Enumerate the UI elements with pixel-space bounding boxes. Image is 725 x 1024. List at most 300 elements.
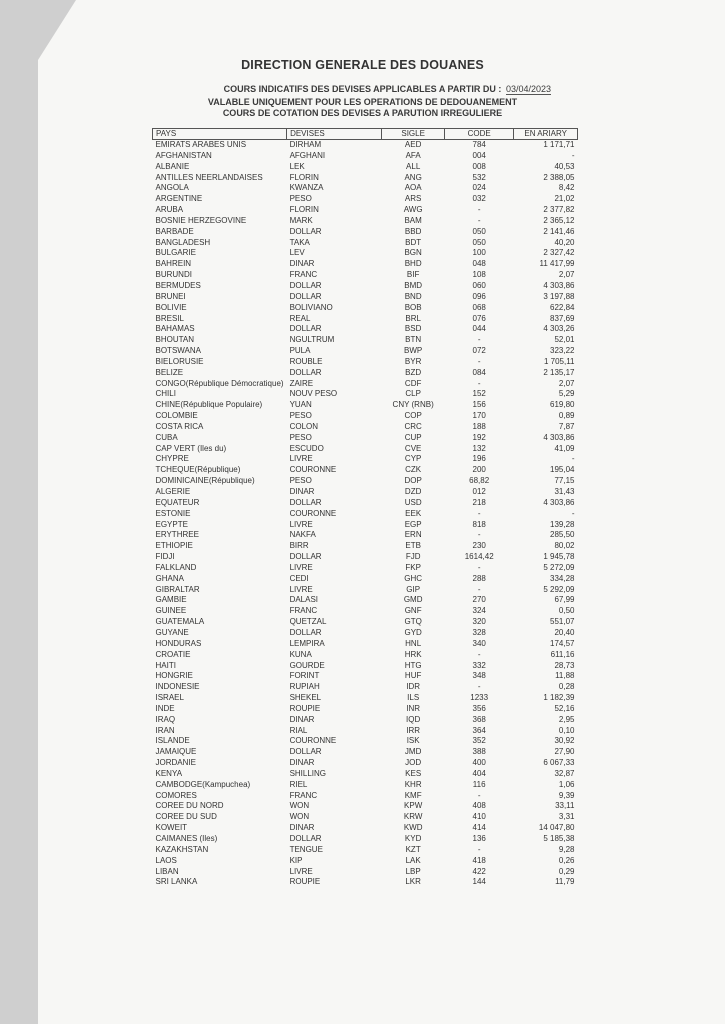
cell-code: 136	[472, 834, 486, 843]
cell-ariary: 9,39	[558, 790, 575, 800]
cell-code: 084	[472, 367, 486, 377]
cell-devise: BIRR	[289, 541, 309, 551]
cell-devise: LIVRE	[289, 584, 313, 594]
cell-sigle: BHD	[404, 259, 422, 269]
cell-pays: KOWEIT	[155, 823, 188, 833]
cell-devise: DINAR	[289, 714, 315, 724]
cell-sigle: CRC	[404, 421, 422, 431]
cell-code: 368	[472, 714, 486, 724]
cell-code: 116	[472, 779, 486, 789]
table-row	[153, 205, 578, 216]
cell-pays: BAHREIN	[155, 259, 192, 269]
cell-pays: HAITI	[155, 660, 176, 670]
cell-sigle: CZK	[405, 465, 422, 475]
table-row	[153, 476, 578, 487]
cell-devise: WON	[289, 801, 310, 811]
cell-sigle: GMD	[403, 595, 423, 605]
table-row	[153, 422, 578, 433]
cell-sigle: BGN	[404, 248, 422, 258]
cell-sigle: JMD	[404, 747, 422, 757]
cell-devise: KWANZA	[289, 183, 324, 193]
cell-ariary: 80,02	[554, 541, 575, 551]
cell-devise: LEV	[289, 248, 305, 258]
cell-ariary: 139,28	[550, 519, 575, 529]
cell-devise: MARK	[289, 215, 313, 225]
cell-ariary: 11,79	[555, 877, 575, 887]
cell-ariary: 0,10	[558, 725, 575, 735]
cell-devise: CEDI	[289, 573, 309, 583]
cell-code: -	[477, 378, 481, 388]
cell-pays: ARGENTINE	[155, 194, 203, 204]
cell-ariary: 0,26	[558, 855, 575, 865]
cell-sigle: FKP	[405, 562, 421, 572]
cell-ariary: 195,04	[550, 465, 575, 475]
cell-code: 68,82	[469, 476, 490, 486]
table-row	[153, 693, 578, 704]
cell-code: -	[477, 562, 481, 572]
cell-ariary: 33,11	[555, 801, 575, 811]
table-row	[153, 259, 578, 270]
cell-code: 108	[472, 270, 486, 280]
cell-devise: RIEL	[289, 779, 308, 789]
cell-devise: FRANC	[289, 790, 318, 800]
cell-devise: PESO	[289, 194, 312, 204]
cell-code: 332	[472, 660, 486, 670]
cell-code: 356	[472, 703, 486, 713]
cell-pays: KENYA	[155, 768, 183, 778]
table-row	[153, 758, 578, 769]
cell-pays: BANGLADESH	[155, 237, 211, 247]
table-row	[153, 162, 578, 173]
table-row	[153, 823, 578, 834]
cell-ariary: 67,99	[554, 595, 575, 605]
table-row	[153, 400, 578, 411]
cell-code: 328	[472, 627, 486, 637]
cell-devise: PESO	[289, 476, 312, 486]
document-title: DIRECTION GENERALE DES DOUANES	[241, 58, 484, 72]
table-row	[153, 281, 578, 292]
cell-pays: JORDANIE	[155, 758, 196, 768]
cell-sigle: ANG	[404, 172, 422, 182]
cell-code: 068	[472, 302, 486, 312]
cell-pays: COMORES	[155, 790, 197, 800]
table-row	[153, 487, 578, 498]
cell-ariary: 5 185,38	[543, 834, 575, 843]
cell-sigle: LAK	[405, 855, 421, 865]
cell-sigle: BTN	[405, 335, 422, 345]
cell-devise: LIVRE	[289, 519, 313, 529]
cell-devise: ROUPIE	[289, 877, 321, 887]
cell-sigle: IDR	[406, 682, 421, 692]
cell-ariary: 2 388,05	[543, 172, 575, 182]
cell-sigle: JOD	[405, 758, 422, 768]
cell-sigle: ISK	[406, 736, 420, 746]
cell-pays: CHYPRE	[155, 454, 189, 464]
cell-ariary: -	[571, 508, 575, 518]
cell-code: 032	[472, 194, 486, 204]
cell-devise: COURONNE	[289, 508, 337, 518]
cell-code: 050	[472, 237, 486, 247]
cell-devise: ESCUDO	[289, 443, 324, 453]
cell-code: 152	[472, 389, 486, 399]
subtitle-rates: COURS INDICATIFS DES DEVISES APPLICABLES A PARTIR DU :	[223, 84, 502, 94]
cell-ariary: 4 303,26	[543, 324, 575, 334]
cell-ariary: 4 303,86	[543, 497, 575, 507]
cell-sigle: ARS	[404, 194, 422, 204]
cell-pays: ALGERIE	[155, 487, 191, 496]
cell-ariary: -	[571, 454, 575, 464]
column-header-devises: DEVISES	[287, 129, 382, 140]
table-row	[153, 736, 578, 747]
cell-code: 1614,42	[464, 552, 494, 562]
column-header-pays: PAYS	[153, 129, 287, 140]
cell-pays: INDE	[155, 703, 175, 713]
cell-ariary: 1 171,71	[543, 140, 575, 149]
cell-sigle: USD	[404, 497, 422, 507]
cell-code: 818	[472, 519, 486, 529]
cell-ariary: 2,07	[558, 270, 575, 280]
cell-pays: ANGOLA	[155, 183, 189, 193]
cell-code: 288	[472, 573, 486, 583]
cell-pays: GUATEMALA	[155, 617, 205, 627]
cell-pays: INDONESIE	[155, 682, 200, 692]
cell-ariary: 619,80	[550, 400, 575, 410]
exchange-rate-table	[152, 128, 578, 888]
table-row	[153, 801, 578, 812]
cell-code: 044	[472, 324, 486, 334]
cell-ariary: 52,16	[554, 703, 575, 713]
table-row	[153, 433, 578, 444]
cell-sigle: GNF	[404, 606, 422, 616]
cell-code: 096	[472, 291, 486, 301]
cell-pays: JAMAIQUE	[155, 747, 197, 757]
table-row	[153, 661, 578, 672]
cell-sigle: CYP	[404, 454, 422, 464]
cell-sigle: LKR	[405, 877, 421, 887]
cell-ariary: 2 365,12	[543, 215, 575, 225]
cell-devise: COURONNE	[289, 736, 337, 746]
cell-code: -	[477, 215, 481, 225]
cell-ariary: 8,42	[558, 183, 575, 193]
cell-pays: HONGRIE	[155, 671, 193, 681]
table-row	[153, 791, 578, 802]
table-row	[153, 151, 578, 162]
cell-pays: GIBRALTAR	[155, 584, 200, 594]
cell-sigle: BSD	[404, 324, 422, 334]
cell-sigle: BZD	[405, 367, 422, 377]
cell-code: 388	[472, 747, 486, 757]
cell-sigle: BND	[404, 291, 422, 301]
cell-pays: BARBADE	[155, 226, 194, 236]
cell-sigle: IQD	[406, 714, 421, 724]
cell-devise: DIRHAM	[289, 140, 322, 149]
cell-pays: IRAN	[155, 725, 175, 735]
table-row	[153, 324, 578, 335]
cell-devise: DALASI	[289, 595, 319, 605]
cell-devise: NAKFA	[289, 530, 316, 540]
cell-sigle: GIP	[406, 584, 421, 594]
cell-devise: ZAIRE	[289, 378, 314, 388]
cell-pays: BOLIVIE	[155, 302, 187, 312]
cell-code: 076	[472, 313, 486, 323]
cell-pays: BURUNDI	[155, 270, 192, 280]
cell-sigle: BIF	[406, 270, 420, 280]
cell-code: 008	[472, 161, 486, 171]
cell-ariary: 323,22	[550, 346, 575, 356]
cell-pays: ISRAEL	[155, 693, 184, 703]
cell-devise: COURONNE	[289, 465, 337, 475]
cell-devise: QUETZAL	[289, 617, 327, 627]
table-row	[153, 389, 578, 400]
cell-code: 012	[472, 487, 486, 496]
cell-ariary: 77,15	[554, 476, 575, 486]
cell-devise: FRANC	[289, 270, 318, 280]
cell-devise: DOLLAR	[289, 367, 322, 377]
cell-sigle: GHC	[404, 573, 423, 583]
cell-ariary: 2 141,46	[543, 226, 575, 236]
cell-ariary: 40,20	[554, 237, 575, 247]
table-row	[153, 769, 578, 780]
table-row	[153, 606, 578, 617]
cell-sigle: KHR	[404, 779, 422, 789]
cell-sigle: BAM	[404, 215, 422, 225]
cell-sigle: BYR	[404, 356, 422, 366]
cell-code: 418	[472, 855, 486, 865]
cell-pays: BRESIL	[155, 313, 184, 323]
cell-devise: DOLLAR	[289, 552, 322, 562]
cell-pays: CUBA	[155, 432, 178, 442]
table-row	[153, 617, 578, 628]
cell-ariary: 3 197,88	[543, 291, 575, 301]
cell-code: 192	[472, 432, 486, 442]
cell-sigle: KES	[405, 768, 422, 778]
cell-ariary: 9,28	[558, 844, 575, 854]
cell-devise: DOLLAR	[289, 834, 322, 843]
cell-sigle: BMD	[404, 280, 423, 290]
cell-code: 348	[472, 671, 486, 681]
cell-devise: DOLLAR	[289, 226, 322, 236]
cell-sigle: HUF	[404, 671, 422, 681]
table-row	[153, 628, 578, 639]
cell-code: -	[477, 335, 481, 345]
cell-code: 408	[472, 801, 486, 811]
cell-ariary: 2 135,17	[543, 367, 575, 377]
cell-pays: CAP VERT (Iles du)	[155, 443, 227, 453]
cell-sigle: CVE	[404, 443, 422, 453]
cell-devise: BOLIVIANO	[289, 302, 333, 312]
cell-code: 170	[472, 411, 486, 421]
cell-code: 410	[472, 812, 486, 822]
cell-devise: DOLLAR	[289, 747, 322, 757]
cell-devise: PESO	[289, 411, 312, 421]
cell-code: 340	[472, 638, 486, 648]
table-row	[153, 444, 578, 455]
cell-ariary: 2,95	[558, 714, 575, 724]
table-row	[153, 335, 578, 346]
cell-code: -	[477, 508, 481, 518]
cell-pays: ETHIOPIE	[155, 541, 193, 551]
cell-pays: DOMINICAINE(République)	[155, 476, 255, 486]
cell-ariary: 31,43	[554, 487, 575, 496]
table-row	[153, 856, 578, 867]
cell-sigle: GTQ	[404, 617, 422, 627]
cell-pays: GAMBIE	[155, 595, 187, 605]
table-row	[153, 173, 578, 184]
cell-devise: WON	[289, 812, 310, 822]
column-header-code: CODE	[445, 129, 514, 140]
cell-sigle: AED	[404, 140, 422, 149]
cell-sigle: ERN	[404, 530, 422, 540]
cell-sigle: KRW	[403, 812, 423, 822]
cell-code: -	[477, 682, 481, 692]
table-row	[153, 314, 578, 325]
cell-pays: GHANA	[155, 573, 184, 583]
cell-devise: LEK	[289, 161, 305, 171]
table-row	[153, 552, 578, 563]
cell-devise: RIAL	[289, 725, 308, 735]
table-row	[153, 498, 578, 509]
cell-code: -	[477, 356, 481, 366]
cell-code: 188	[472, 421, 486, 431]
cell-pays: BAHAMAS	[155, 324, 195, 334]
cell-code: 024	[472, 183, 486, 193]
cell-pays: CHILI	[155, 389, 176, 399]
table-row	[153, 183, 578, 194]
cell-pays: LAOS	[155, 855, 177, 865]
cell-devise: DOLLAR	[289, 497, 322, 507]
cell-sigle: HNL	[405, 638, 422, 648]
cell-sigle: ALL	[406, 161, 421, 171]
cell-ariary: 0,50	[558, 606, 575, 616]
table-row	[153, 194, 578, 205]
cell-pays: AFGHANISTAN	[155, 150, 212, 160]
cell-code: 532	[472, 172, 486, 182]
cell-sigle: BBD	[404, 226, 422, 236]
cell-code: 324	[472, 606, 486, 616]
cell-devise: GOURDE	[289, 660, 325, 670]
cell-sigle: CDF	[404, 378, 422, 388]
table-row	[153, 238, 578, 249]
cell-pays: CONGO(République Démocratique)	[155, 378, 284, 388]
cell-code: 364	[472, 725, 486, 735]
table-row	[153, 411, 578, 422]
cell-pays: COREE DU SUD	[155, 812, 217, 822]
cell-code: 218	[472, 497, 486, 507]
table-row	[153, 465, 578, 476]
table-row	[153, 726, 578, 737]
cell-devise: DINAR	[289, 758, 315, 768]
cell-pays: LIBAN	[155, 866, 179, 876]
cell-devise: AFGHANI	[289, 150, 326, 160]
cell-sigle: EGP	[404, 519, 422, 529]
table-row	[153, 357, 578, 368]
cell-ariary: 2,07	[558, 378, 575, 388]
cell-sigle: BDT	[405, 237, 422, 247]
cell-ariary: 1,06	[558, 779, 575, 789]
cell-ariary: 14 047,80	[538, 823, 575, 833]
cell-ariary: 7,87	[558, 421, 575, 431]
cell-sigle: HTG	[404, 660, 422, 670]
table-row	[153, 877, 578, 888]
cell-ariary: 1 705,11	[543, 356, 575, 366]
table-row	[153, 248, 578, 259]
cell-sigle: HRK	[404, 649, 422, 659]
cell-devise: FLORIN	[289, 172, 319, 182]
table-row	[153, 454, 578, 465]
cell-sigle: BOB	[404, 302, 422, 312]
cell-ariary: 2 327,42	[543, 248, 575, 258]
cell-devise: DINAR	[289, 823, 315, 833]
cell-ariary: 334,28	[550, 573, 575, 583]
cell-ariary: 3,31	[558, 812, 575, 822]
cell-devise: TAKA	[289, 237, 310, 247]
cell-pays: ESTONIE	[155, 508, 191, 518]
cell-code: 100	[472, 248, 486, 258]
cell-sigle: EEK	[405, 508, 422, 518]
cell-devise: ROUPIE	[289, 703, 321, 713]
cell-devise: PULA	[289, 346, 311, 356]
cell-pays: FALKLAND	[155, 562, 197, 572]
cell-devise: DOLLAR	[289, 280, 322, 290]
cell-pays: ALBANIE	[155, 161, 190, 171]
table-row	[153, 639, 578, 650]
cell-pays: ANTILLES NEERLANDAISES	[155, 172, 263, 182]
cell-pays: BIELORUSIE	[155, 356, 204, 366]
column-header-sigle: SIGLE	[382, 129, 445, 140]
cell-pays: BOTSWANA	[155, 346, 201, 356]
cell-sigle: KWD	[403, 823, 423, 833]
cell-code: 060	[472, 280, 486, 290]
cell-code: 072	[472, 346, 486, 356]
cell-pays: CAIMANES (Iles)	[155, 834, 218, 843]
cell-ariary: 32,87	[554, 768, 575, 778]
cell-ariary: 622,84	[550, 302, 575, 312]
cell-code: 156	[472, 400, 486, 410]
cell-ariary: 1 182,39	[543, 693, 575, 703]
cell-pays: FIDJI	[155, 552, 175, 562]
cell-code: 270	[472, 595, 486, 605]
cell-pays: BHOUTAN	[155, 335, 195, 345]
table-row	[153, 747, 578, 758]
cell-pays: BELIZE	[155, 367, 184, 377]
cell-ariary: -	[571, 150, 575, 160]
cell-code: -	[477, 844, 481, 854]
cell-sigle: DZD	[404, 487, 422, 496]
table-row	[153, 704, 578, 715]
cell-devise: FORINT	[289, 671, 320, 681]
cell-pays: COREE DU NORD	[155, 801, 224, 811]
cell-code: 196	[472, 454, 486, 464]
cell-ariary: 285,50	[550, 530, 575, 540]
cell-devise: LEMPIRA	[289, 638, 325, 648]
cell-code: 404	[472, 768, 486, 778]
subtitle-validity: VALABLE UNIQUEMENT POUR LES OPERATIONS DE DEDOUANEMENT	[207, 97, 518, 107]
subtitle-quotation: COURS DE COTATION DES DEVISES A PARUTION IRREGULIERE	[222, 108, 503, 118]
cell-ariary: 21,02	[554, 194, 575, 204]
cell-code: -	[477, 790, 481, 800]
cell-devise: YUAN	[289, 400, 312, 410]
cell-sigle: AOA	[404, 183, 422, 193]
cell-ariary: 11 417,99	[539, 259, 575, 269]
cell-ariary: 0,29	[558, 866, 575, 876]
cell-devise: TENGUE	[289, 844, 323, 854]
cell-pays: EQUATEUR	[155, 497, 200, 507]
cell-pays: ARUBA	[155, 205, 184, 215]
cell-devise: FLORIN	[289, 205, 319, 215]
cell-sigle: AFA	[405, 150, 421, 160]
table-row	[153, 812, 578, 823]
cell-code: 422	[472, 866, 486, 876]
